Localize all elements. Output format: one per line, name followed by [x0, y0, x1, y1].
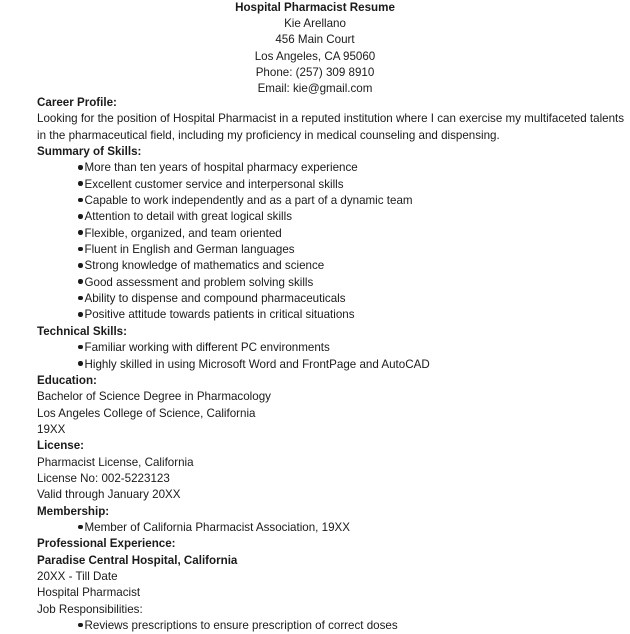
education-heading: Education:: [37, 373, 97, 387]
education-year: 19XX: [37, 422, 66, 436]
bullet-icon: [78, 279, 83, 284]
bullet-icon: [78, 361, 83, 366]
list-item: Member of California Pharmacist Association, 19XX: [37, 520, 627, 536]
list-item: Reviews prescriptions to ensure prescription of correct doses: [37, 618, 627, 634]
summary-of-skills-list: [37, 160, 627, 323]
list-item: Familiar working with different PC environments: [37, 340, 627, 356]
bullet-icon: [78, 525, 83, 530]
career-profile-text: Looking for the position of Hospital Pharmacist in a reputed institution where I can exercise my multifaceted talents in the pharmaceutical field, including my proficiency in medical counseling and dispensing.: [37, 112, 625, 142]
bullet-icon: [78, 623, 83, 628]
career-profile-heading: Career Profile:: [37, 96, 117, 109]
bullet-icon: [78, 165, 83, 170]
list-item: Fluent in English and German languages: [37, 242, 627, 258]
email: Email: kie@gmail.com: [257, 81, 373, 95]
bullet-icon: [78, 214, 83, 219]
address-line-1: 456 Main Court: [275, 33, 355, 47]
bullet-icon: [78, 312, 83, 317]
experience-dates: 20XX - Till Date: [37, 569, 118, 583]
membership-heading: Membership:: [37, 504, 110, 518]
phone: Phone: (257) 309 8910: [255, 65, 375, 79]
bullet-icon: [78, 345, 83, 350]
education-degree: Bachelor of Science Degree in Pharmacology: [37, 390, 271, 404]
list-item: Positive attitude towards patients in critical situations: [37, 307, 627, 323]
applicant-name: Kie Arellano: [284, 17, 346, 31]
list-item: Ability to dispense and compound pharmaceuticals: [37, 291, 627, 307]
summary-of-skills-heading: Summary of Skills:: [37, 145, 142, 159]
license-number: License No: 002-5223123: [37, 471, 170, 485]
bullet-icon: [78, 263, 83, 268]
bullet-icon: [78, 198, 83, 203]
list-item: Excellent customer service and interpersonal skills: [37, 177, 627, 193]
list-item: Strong knowledge of mathematics and science: [37, 258, 627, 274]
resume-body: [37, 95, 627, 634]
education-school: Los Angeles College of Science, California: [37, 406, 256, 420]
bullet-icon: [78, 296, 83, 301]
list-item: Flexible, organized, and team oriented: [37, 226, 627, 242]
license-name: Pharmacist License, California: [37, 455, 194, 469]
list-item: Attention to detail with great logical skills: [37, 209, 627, 225]
bullet-icon: [78, 247, 83, 252]
bullet-icon: [78, 230, 83, 235]
list-item: Highly skilled in using Microsoft Word and FrontPage and AutoCAD: [37, 357, 627, 373]
list-item: More than ten years of hospital pharmacy experience: [37, 160, 627, 176]
experience-employer: Paradise Central Hospital, California: [37, 553, 238, 567]
list-item: Capable to work independently and as a part of a dynamic team: [37, 193, 627, 209]
experience-role: Hospital Pharmacist: [37, 586, 141, 600]
experience-heading: Professional Experience:: [37, 537, 176, 551]
responsibilities-label: Job Responsibilities:: [37, 602, 143, 616]
license-heading: License:: [37, 439, 85, 453]
technical-skills-list: [37, 340, 627, 373]
resume-header: [0, 0, 630, 97]
resume-title: Hospital Pharmacist Resume: [235, 1, 395, 14]
bullet-icon: [78, 181, 83, 186]
technical-skills-heading: Technical Skills:: [37, 324, 127, 338]
list-item: Good assessment and problem solving skills: [37, 275, 627, 291]
license-valid: Valid through January 20XX: [37, 488, 181, 502]
address-line-2: Los Angeles, CA 95060: [254, 49, 376, 63]
